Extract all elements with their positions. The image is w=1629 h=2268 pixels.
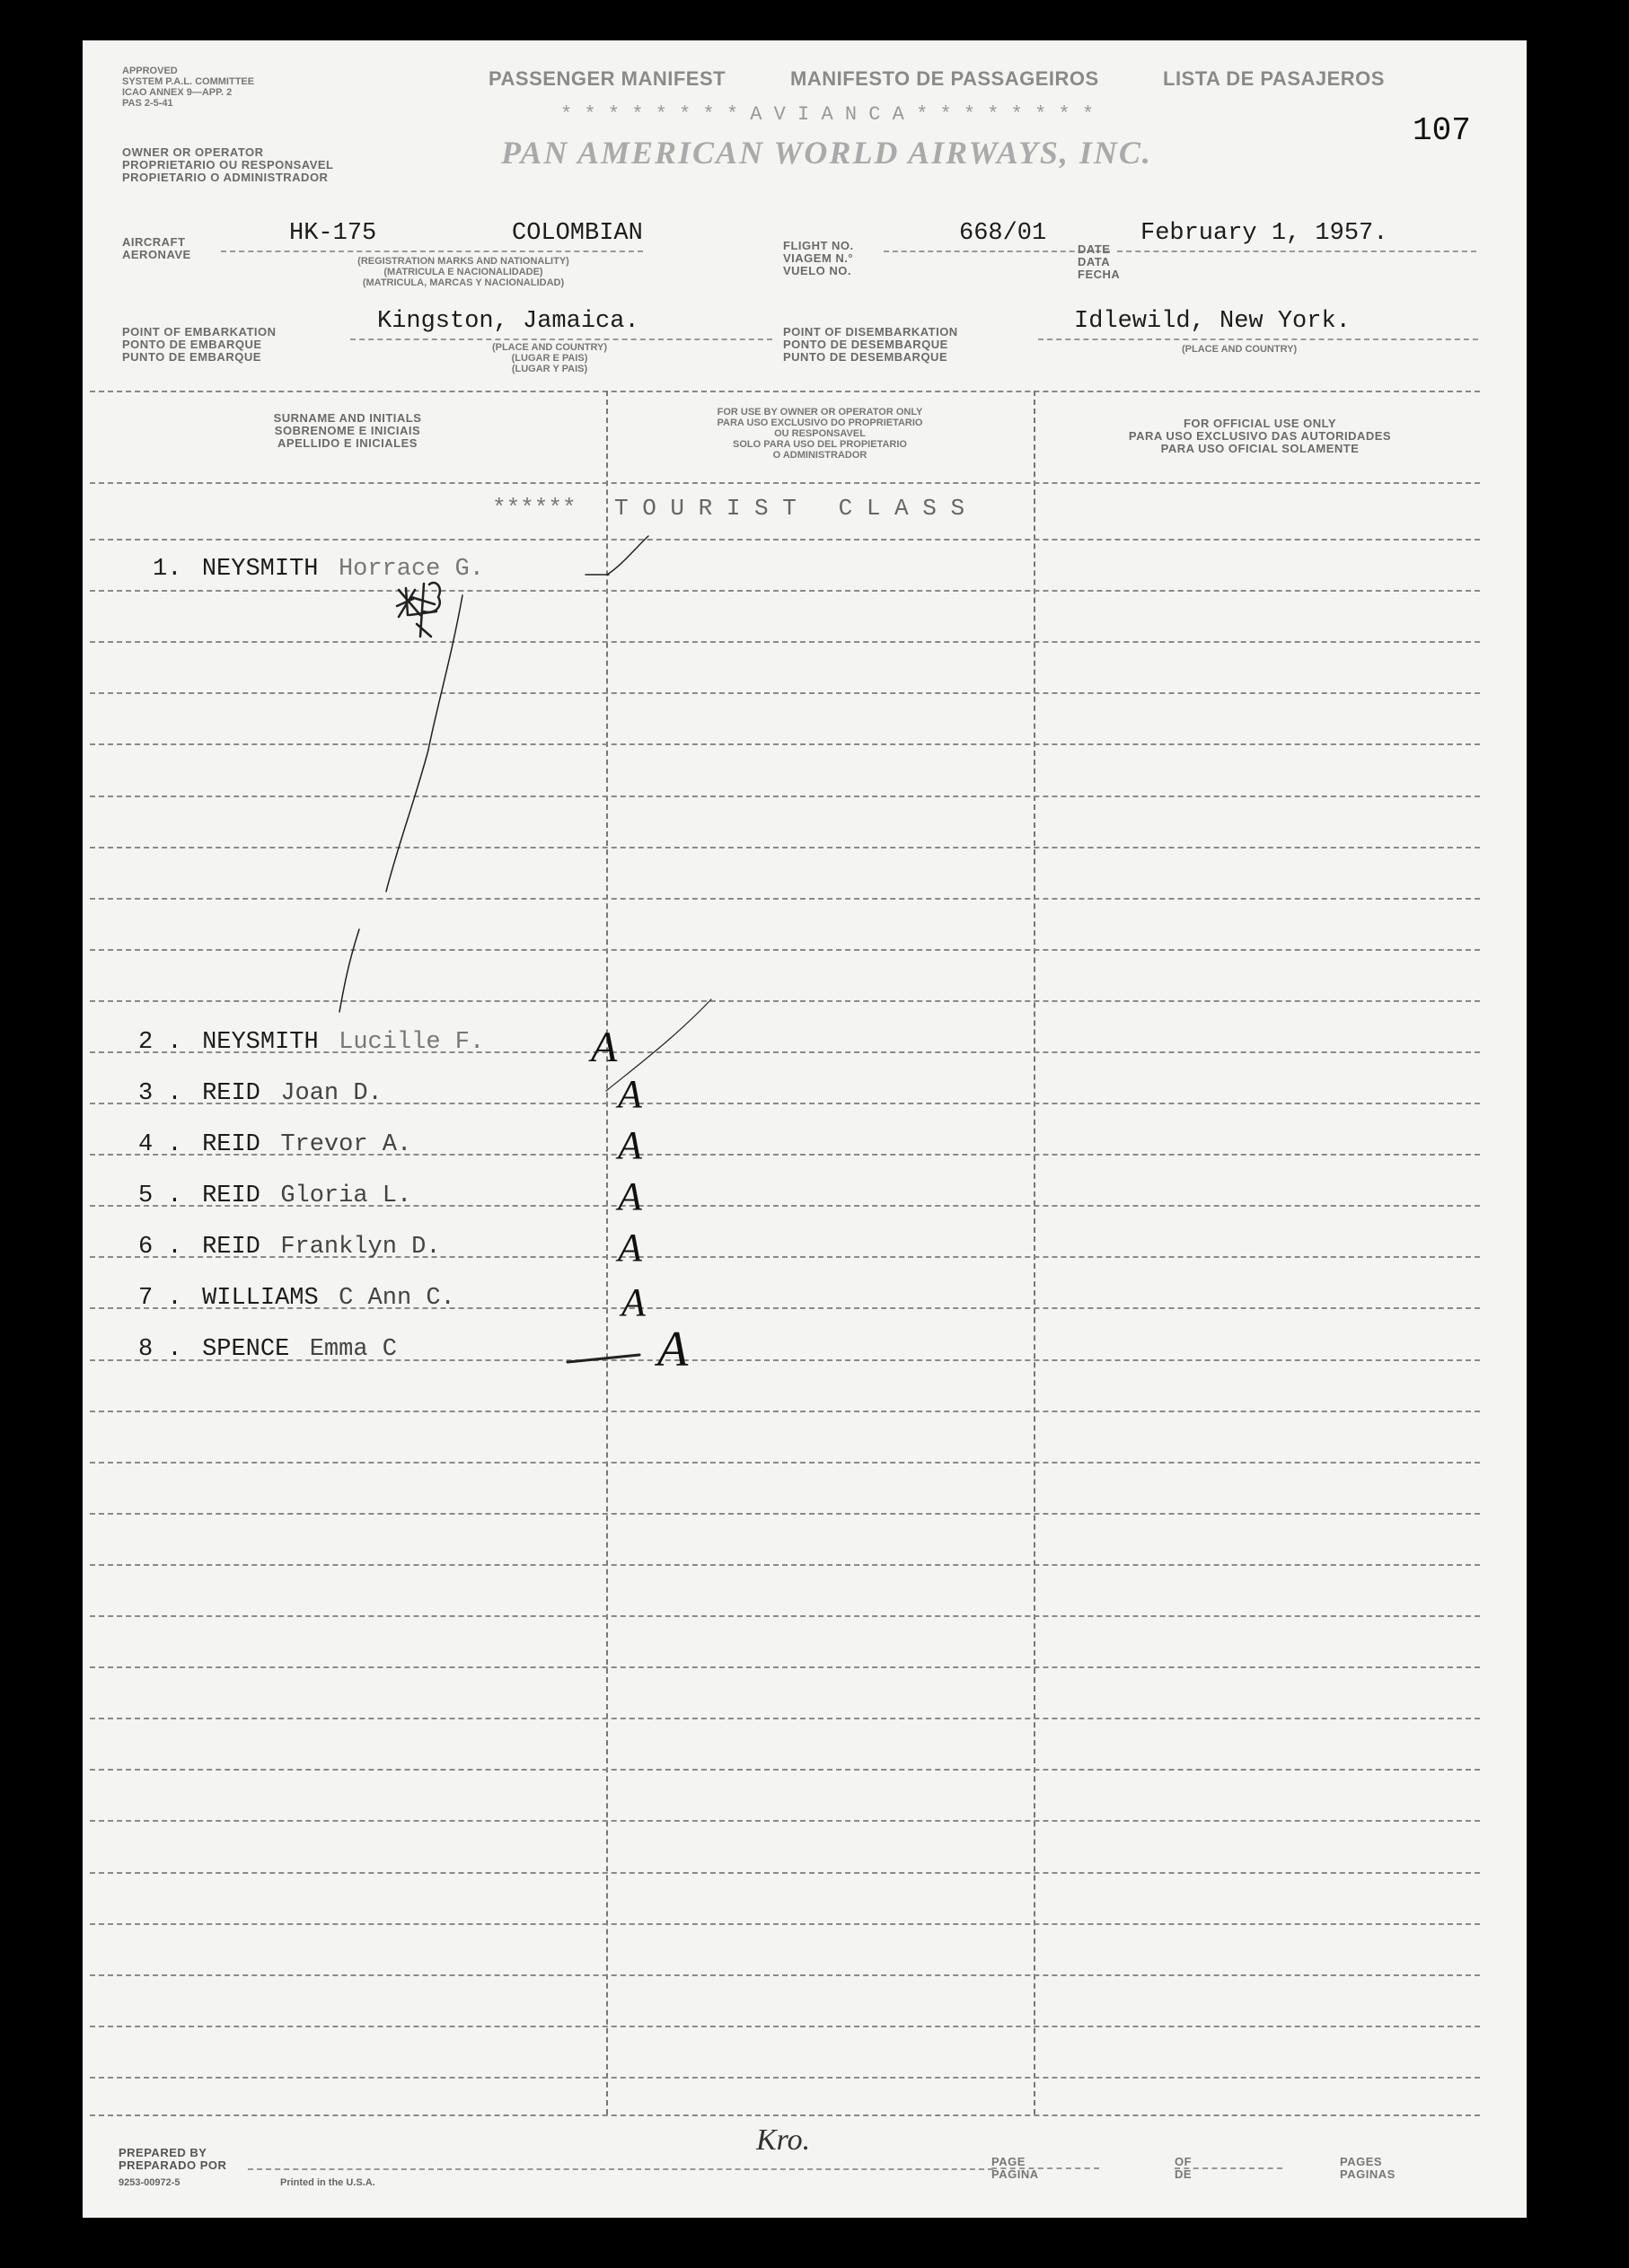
pages-label-line: PAGINAS [1340,2167,1396,2181]
date-value: February 1, 1957. [1140,220,1388,247]
page-number: 107 [1413,112,1471,149]
handwritten-mark: A [621,1280,646,1324]
class-stars: ****** [492,495,577,522]
passenger-number: 2 . [138,1029,182,1056]
passenger-number: 1. [153,556,182,583]
passenger-surname: WILLIAMS [202,1285,319,1312]
official-header-line: PARA USO OFICIAL SOLAMENTE [1160,442,1360,455]
aircraft-label-line: AIRCRAFT [122,235,186,249]
operator-header-line: FOR USE BY OWNER OR OPERATOR ONLY [717,407,923,418]
embark-label-line: PUNTO DE EMBARQUE [122,350,261,364]
passenger-surname: SPENCE [202,1336,290,1363]
operator-header-line: OU RESPONSAVEL [774,428,866,439]
title-spanish: LISTA DE PASAJEROS [1163,67,1385,90]
approved-line: PAS 2-5-41 [122,98,173,109]
passenger-given-names: Lucille F. [339,1029,485,1056]
prepared-underline [248,2168,993,2170]
flight-label-line: VIAGEM N.° [783,251,854,265]
passenger-given-names: Franklyn D. [280,1234,441,1261]
surname-header-line: SURNAME AND INITIALS [273,411,422,425]
long-pen-line [386,595,462,892]
dash-stroke [568,1355,639,1362]
scribble-mark [397,588,420,617]
disembark-label-line: POINT OF DISEMBARKATION [783,325,958,338]
passenger-given-names: C Ann C. [339,1285,455,1312]
page-label-line: PAGINA [991,2167,1039,2181]
page-underline [991,2167,1099,2169]
approved-line: APPROVED [122,66,178,76]
check-stroke [586,536,648,575]
handwritten-mark: A [618,1072,642,1116]
of-label-line: DE [1175,2167,1193,2181]
aircraft-registration: HK-175 [289,220,377,247]
disembark-label-line: PONTO DE DESEMBARQUE [783,338,948,351]
passenger-number: 5 . [138,1182,182,1209]
printed-line: Printed in the U.S.A. [280,2177,375,2188]
registration-caption-line: (MATRICULA E NACIONALIDADE) [383,267,543,277]
of-underline [1175,2167,1282,2169]
pen-strokes [83,40,1527,2218]
passenger-given-names: Gloria L. [280,1182,412,1209]
avianca-line: * * * * * * * * A V I A N C A * * * * * * * * [560,103,1095,126]
passenger-surname: REID [202,1234,260,1261]
approved-line: SYSTEM P.A.L. COMMITTEE [122,76,255,87]
disembark-value: Idlewild, New York. [1074,308,1351,335]
aircraft-nationality: COLOMBIAN [512,220,643,247]
embark-value: Kingston, Jamaica. [377,308,639,335]
aircraft-label-line: AERONAVE [122,248,191,261]
handwritten-mark: A [618,1123,642,1167]
passenger-given-names: Horrace G. [338,556,484,583]
flight-number: 668/01 [959,220,1047,247]
disembark-caption: (PLACE AND COUNTRY) [1182,344,1298,355]
handwritten-mark: A [657,1322,689,1377]
date-label-line: FECHA [1078,268,1121,281]
title-portuguese: MANIFESTO DE PASSAGEIROS [790,67,1099,90]
passenger-surname: REID [202,1080,260,1107]
registration-caption-line: (REGISTRATION MARKS AND NATIONALITY) [357,256,569,267]
class-label: T O U R I S T C L A S S [614,495,965,522]
flight-label-line: FLIGHT NO. [783,239,854,252]
pages-label [1340,2156,1396,2181]
approved-line: ICAO ANNEX 9—APP. 2 [122,87,233,98]
long-pen-line [339,929,359,1012]
disembark-label-line: PUNTO DE DESEMBARQUE [783,350,948,364]
passenger-number: 8 . [138,1336,182,1363]
passenger-surname: NEYSMITH [202,1029,319,1056]
scribble-mark [424,583,440,612]
flight-label-line: VUELO NO. [783,264,852,277]
passenger-number: 3 . [138,1080,182,1107]
prepared-label-line: PREPARADO POR [119,2158,227,2172]
embark-label-line: POINT OF EMBARKATION [122,325,277,338]
passenger-given-names: Joan D. [280,1080,383,1107]
operator-header-line: O ADMINISTRADOR [772,450,867,461]
handwritten-mark: A [591,1024,618,1071]
operator-header-line: SOLO PARA USO DEL PROPIETARIO [733,439,907,450]
faint-pen-line [606,999,711,1091]
official-header-line: FOR OFFICIAL USE ONLY [1183,417,1337,430]
passenger-number: 6 . [138,1234,182,1261]
date-label-line: DATA [1078,255,1111,268]
form-number: 9253-00972-5 [119,2177,181,2188]
passenger-given-names: Emma C [309,1336,397,1363]
prepared-value: Kro. [756,2123,811,2157]
embark-label-line: PONTO DE EMBARQUE [122,338,262,351]
passenger-surname: REID [202,1182,260,1209]
passenger-surname: REID [202,1131,260,1158]
pages-label-line: PAGES [1340,2155,1383,2168]
title-english: PASSENGER MANIFEST [489,67,726,90]
passenger-surname: NEYSMITH [201,556,319,583]
operator-name: PAN AMERICAN WORLD AIRWAYS, INC. [501,135,1152,171]
operator-header-line: PARA USO EXCLUSIVO DO PROPRIETARIO [717,418,923,428]
of-label-line: OF [1175,2155,1193,2168]
handwritten-mark: A [618,1174,642,1218]
embark-caption-line: (LUGAR E PAIS) [511,353,588,364]
embark-caption-line: (PLACE AND COUNTRY) [491,342,608,353]
manifest-sheet [83,40,1527,2218]
date-label-line: DATE [1078,242,1111,256]
surname-header-line: APELLIDO E INICIALES [277,436,418,450]
owner-label-line: OWNER OR OPERATOR [122,145,264,159]
passenger-given-names: Trevor A. [280,1131,412,1158]
passenger-number: 7 . [138,1285,182,1312]
handwritten-mark: A [618,1226,642,1270]
owner-label-line: PROPRIETARIO OU RESPONSAVEL [122,158,334,171]
owner-label-line: PROPIETARIO O ADMINISTRADOR [122,171,329,184]
registration-caption-line: (MATRICULA, MARCAS Y NACIONALIDAD) [362,277,565,288]
official-header-line: PARA USO EXCLUSIVO DAS AUTORIDADES [1128,429,1392,443]
surname-header-line: SOBRENOME E INICIAIS [274,424,421,437]
passenger-number: 4 . [138,1131,182,1158]
embark-caption-line: (LUGAR Y PAIS) [511,364,588,374]
page-label-line: PAGE [991,2155,1026,2168]
prepared-label [119,2147,226,2172]
prepared-label-line: PREPARED BY [119,2146,207,2159]
